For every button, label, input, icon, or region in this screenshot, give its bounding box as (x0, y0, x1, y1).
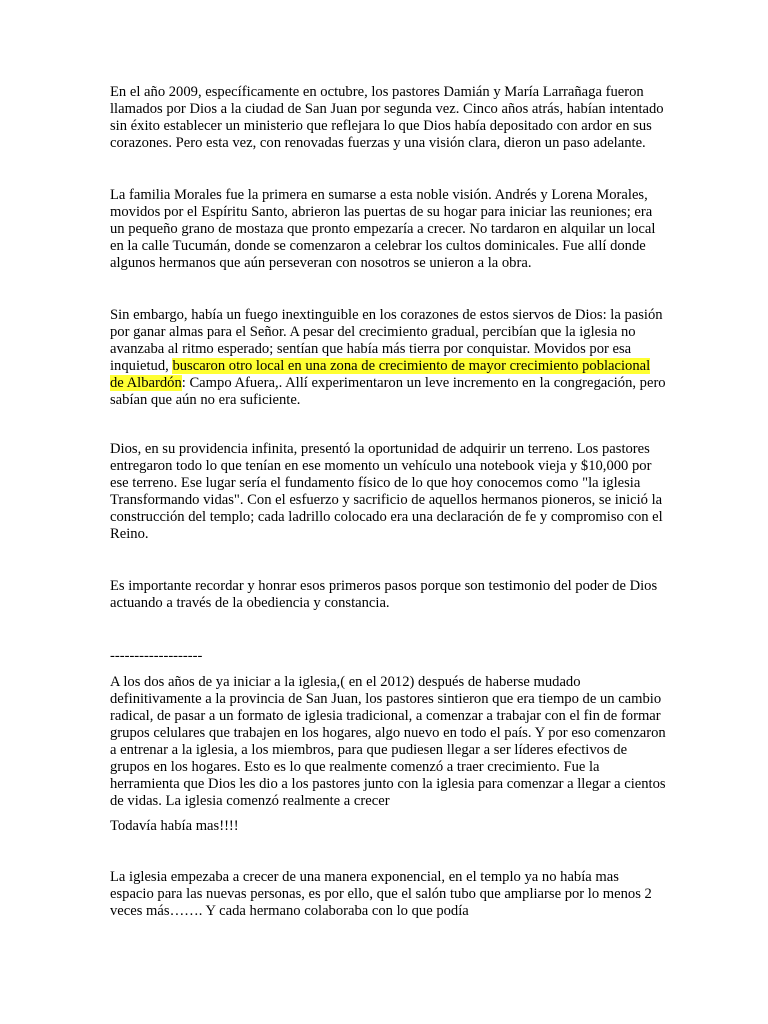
paragraph-8: La iglesia empezaba a crecer de una manera exponencial, en el templo ya no había mas espacio para las nuevas personas, es por ello, que el salón tubo que ampliarse por lo menos 2 veces más……. Y cada hermano colaboraba con lo que podía (110, 869, 652, 919)
paragraph-7: Todavía había mas!!!! (110, 818, 239, 834)
paragraph-3 (110, 307, 666, 409)
paragraph-2: La familia Morales fue la primera en sumarse a esta noble visión. Andrés y Lorena Morales, movidos por el Espíritu Santo, abrieron las puertas de su hogar para iniciar las reuniones; era un pequeño grano de mostaza que pronto empezaría a crecer. No tardaron en alquilar un local en la calle Tucumán, donde se comenzaron a celebrar los cultos dominicales. Fue allí donde algunos hermanos que aún perseveran con nosotros se unieron a la obra. (110, 187, 656, 271)
paragraph-5: Es importante recordar y honrar esos primeros pasos porque son testimonio del poder de Dios actuando a través de la obediencia y constancia. (110, 578, 658, 611)
paragraph-3-start: Sin embargo, había un fuego inextinguible en los corazones de estos siervos de Dios: la pasión por ganar almas para el Señor. A pesar del crecimiento gradual, percibían que la iglesia no avanzaba al ritmo esperado; sentían que había más tierra por conquistar. Movidos por esa inquietud, (110, 307, 663, 374)
paragraph-4: Dios, en su providencia infinita, presentó la oportunidad de adquirir un terreno. Los pastores entregaron todo lo que tenían en ese momento un vehículo una notebook vieja y $10,000 por ese terreno. Ese lugar sería el fundamento físico de lo que hoy conocemos como "la iglesia Transformando vidas". Con el esfuerzo y sacrificio de aquellos hermanos pioneros, se inició la construcción del templo; cada ladrillo colocado era una declaración de fe y compromiso con el Reino. (110, 441, 663, 542)
section-separator: ------------------- (110, 648, 203, 664)
paragraph-3-end: : Campo Afuera,. Allí experimentaron un leve incremento en la congregación, pero sabían que aún no era suficiente. (110, 375, 666, 408)
highlighted-text: buscaron otro local en una zona de crecimiento de mayor crecimiento poblacional de Albardón (110, 358, 651, 391)
paragraph-6: A los dos años de ya iniciar a la iglesia,( en el 2012) después de haberse mudado definitivamente a la provincia de San Juan, los pastores sintieron que era tiempo de un cambio radical, de pasar a un formato de iglesia tradicional, a comenzar a trabajar con el fin de formar grupos celulares que trabajen en los hogares, algo nuevo en todo el país. Y por eso comenzaron a entrenar a la iglesia, a los miembros, para que pudiesen llegar a ser líderes efectivos de grupos en los hogares. Esto es lo que realmente comenzó a traer crecimiento. Fue la herramienta que Dios les dio a los pastores junto con la iglesia para comenzar a llegar a cientos de vidas. La iglesia comenzó realmente a crecer (110, 674, 666, 809)
paragraph-1: En el año 2009, específicamente en octubre, los pastores Damián y María Larrañaga fueron llamados por Dios a la ciudad de San Juan por segunda vez. Cinco años atrás, habían intentado sin éxito establecer un ministerio que reflejara lo que Dios había depositado con ardor en sus corazones. Pero esta vez, con renovadas fuerzas y una visión clara, dieron un paso adelante. (110, 84, 664, 151)
